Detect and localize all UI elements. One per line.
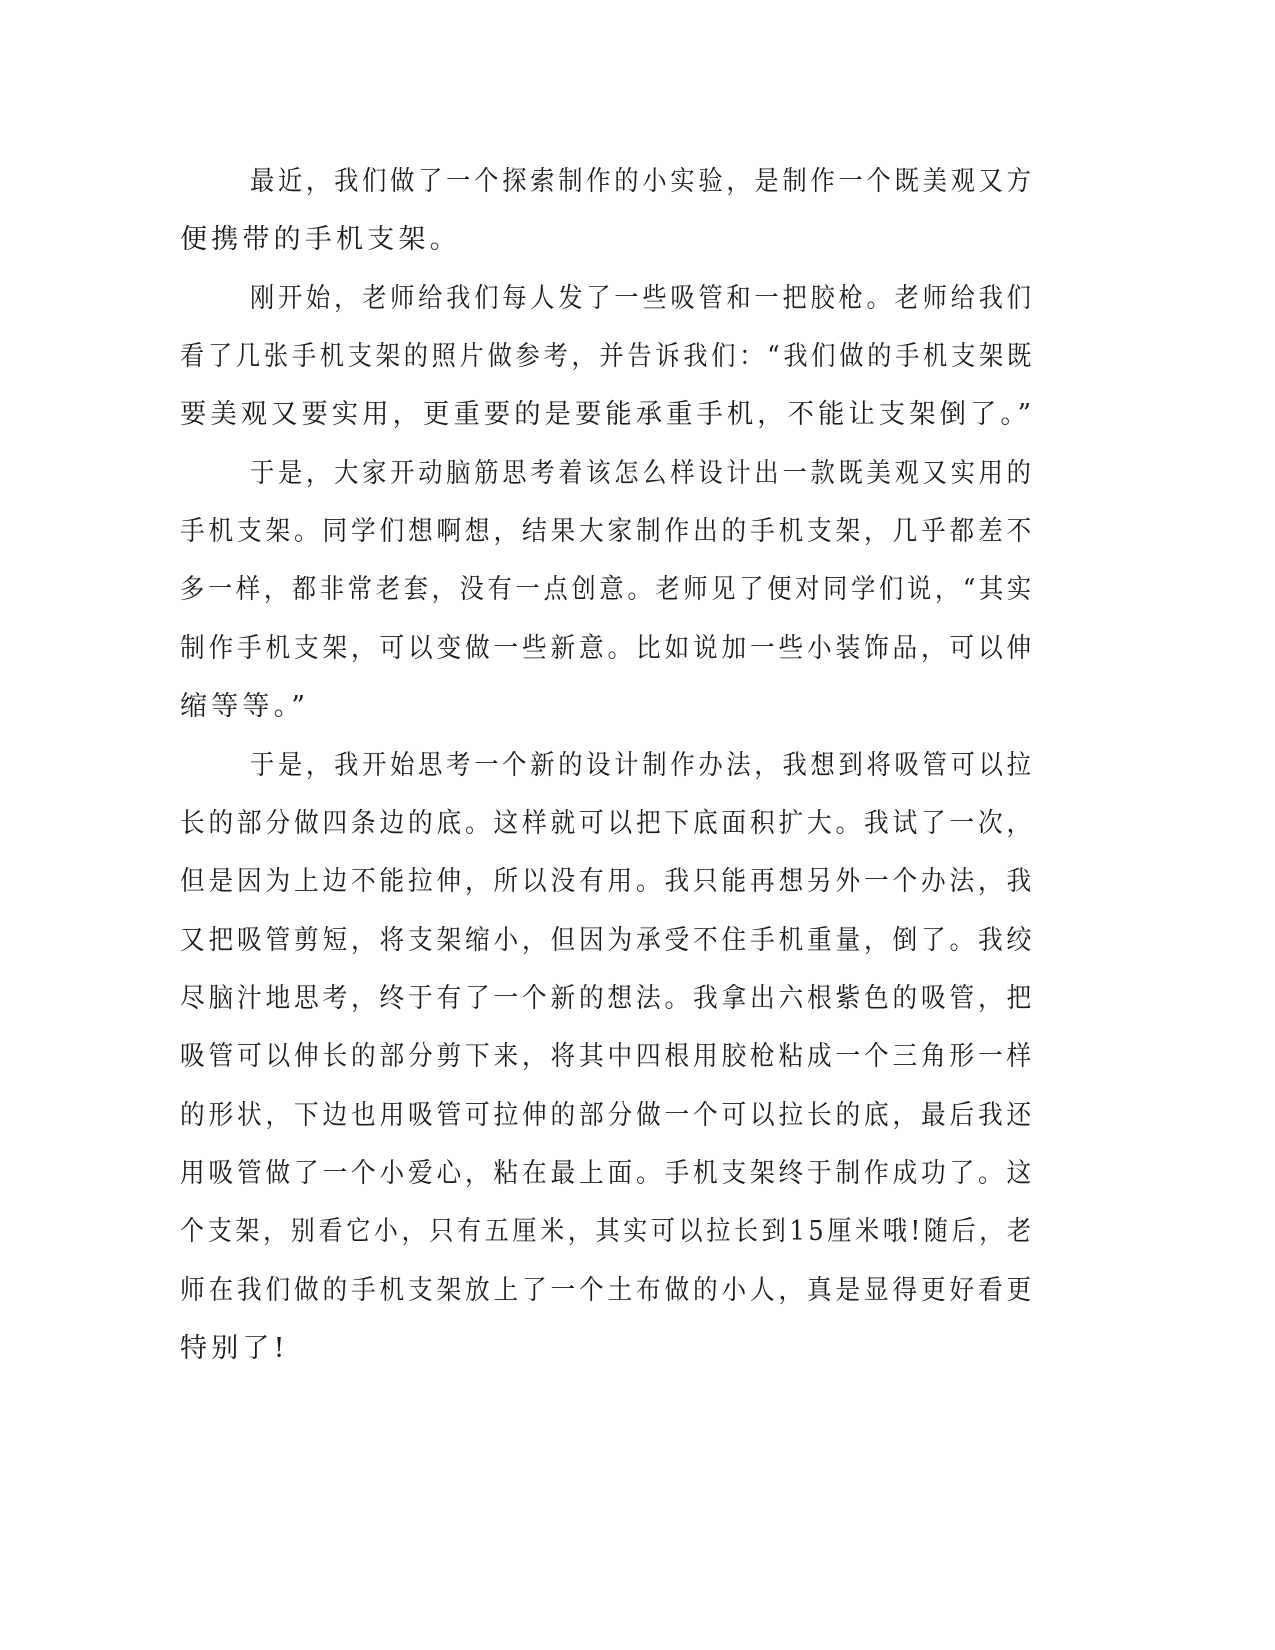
paragraph-4-line-5: 尽脑汁地思考，终于有了一个新的想法。我拿出六根紫色的吸管，把: [180, 983, 1036, 1014]
paragraph-4-line-11: 特别了!: [180, 1333, 289, 1364]
paragraph-4-line-3: 但是因为上边不能拉伸，所以没有用。我只能再想另外一个办法，我: [180, 866, 1036, 897]
paragraph-3-line-4: 制作手机支架，可以变做一些新意。比如说加一些小装饰品，可以伸: [180, 633, 1036, 664]
paragraph-2-line-2: 看了几张手机支架的照片做参考，并告诉我们：“我们做的手机支架既: [180, 341, 1035, 372]
paragraph-2-line-3: 要美观又要实用，更重要的是要能承重手机，不能让支架倒了。”: [180, 399, 1036, 430]
paragraph-3-line-3: 多一样，都非常老套，没有一点创意。老师见了便对同学们说，“其实: [180, 574, 1035, 605]
paragraph-4-line-4: 又把吸管剪短，将支架缩小，但因为承受不住手机重量，倒了。我绞: [180, 925, 1036, 956]
paragraph-1-line-2: 便携带的手机支架。: [180, 224, 461, 255]
paragraph-3-line-5: 缩等等。”: [180, 691, 310, 722]
paragraph-4-line-1: 于是，我开始思考一个新的设计制作办法，我想到将吸管可以拉: [250, 750, 1035, 781]
paragraph-2-line-1: 刚开始，老师给我们每人发了一些吸管和一把胶枪。老师给我们: [250, 283, 1035, 314]
paragraph-4-line-7: 的形状，下边也用吸管可拉伸的部分做一个可以拉长的底，最后我还: [180, 1100, 1036, 1131]
paragraph-4-line-9: 个支架，别看它小，只有五厘米，其实可以拉长到15厘米哦!随后，老: [180, 1216, 1035, 1247]
paragraph-4-line-2: 长的部分做四条边的底。这样就可以把下底面积扩大。我试了一次，: [180, 808, 1036, 839]
paragraph-4-line-8: 用吸管做了一个小爱心，粘在最上面。手机支架终于制作成功了。这: [180, 1158, 1036, 1189]
paragraph-4-line-6: 吸管可以伸长的部分剪下来，将其中四根用胶枪粘成一个三角形一样: [180, 1041, 1036, 1072]
paragraph-3-line-2: 手机支架。同学们想啊想，结果大家制作出的手机支架，几乎都差不: [180, 516, 1036, 547]
paragraph-3-line-1: 于是，大家开动脑筋思考着该怎么样设计出一款既美观又实用的: [250, 458, 1035, 489]
paragraph-4-line-10: 师在我们做的手机支架放上了一个土布做的小人，真是显得更好看更: [180, 1275, 1036, 1306]
paragraph-1-line-1: 最近，我们做了一个探索制作的小实验，是制作一个既美观又方: [250, 166, 1035, 197]
